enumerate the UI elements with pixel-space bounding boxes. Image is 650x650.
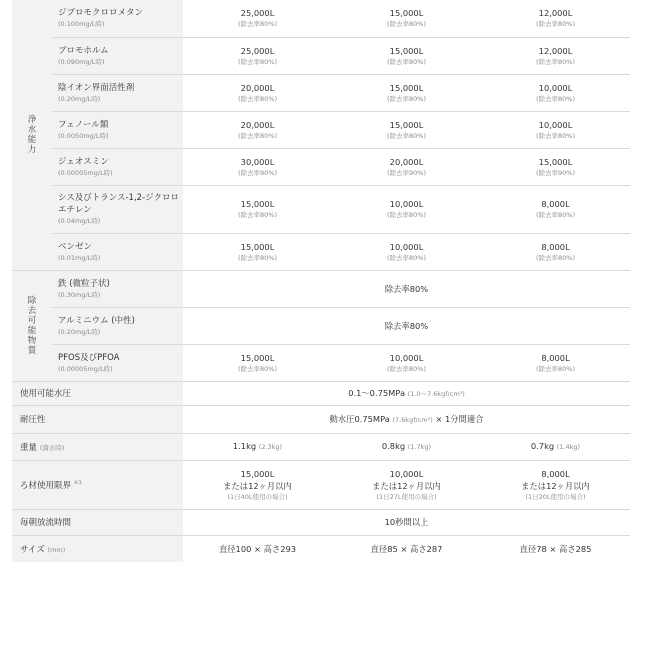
capacity-value: 10,000L bbox=[389, 199, 424, 209]
removal-rate: (除去率80%) bbox=[386, 211, 427, 219]
substance-condition: (0.04mg/L時) bbox=[58, 217, 101, 225]
group-label-char: 質 bbox=[27, 345, 37, 356]
table-row bbox=[12, 185, 630, 233]
weight-full: (1.4kg) bbox=[556, 443, 581, 451]
spec-label-text: 使用可能水圧 bbox=[20, 389, 72, 399]
spec-table bbox=[12, 0, 630, 562]
spec-label-text: 毎朝放流時間 bbox=[20, 518, 72, 528]
table-row bbox=[12, 74, 630, 111]
capacity-value: 12,000L bbox=[538, 8, 573, 19]
spec-label-note: (満水時) bbox=[39, 443, 65, 452]
weight-value bbox=[332, 440, 481, 453]
spec-row-size bbox=[12, 535, 630, 562]
spec-label-text: ろ材使用限界 bbox=[20, 480, 72, 491]
weight-cell bbox=[481, 433, 630, 460]
substance-cell bbox=[52, 74, 183, 111]
substance-name: ブロモホルム bbox=[58, 45, 109, 56]
spec-label bbox=[12, 460, 183, 509]
weight-cell bbox=[183, 433, 332, 460]
filter-limit-volume: 15,000L bbox=[240, 468, 275, 479]
group-label-text bbox=[28, 115, 37, 155]
capacity-cell bbox=[183, 37, 332, 74]
filter-limit-period: または12ヶ月以内 bbox=[223, 480, 292, 491]
spec-row-pressure_resistance bbox=[12, 405, 630, 433]
table-row bbox=[12, 111, 630, 148]
capacity-cell bbox=[481, 37, 630, 74]
removal-rate: (除去率80%) bbox=[237, 20, 278, 29]
substance-condition: (0.20mg/L時) bbox=[58, 94, 101, 103]
spec-label bbox=[12, 433, 183, 460]
capacity-cell bbox=[332, 74, 481, 111]
filter-limit-volume: 10,000L bbox=[389, 468, 424, 479]
filter-limit-cell bbox=[481, 460, 630, 509]
capacity-value: 20,000L bbox=[389, 156, 424, 167]
capacity-cell bbox=[183, 233, 332, 270]
removal-rate: (除去率80%) bbox=[237, 253, 278, 262]
group-label-char: 除 bbox=[27, 295, 37, 306]
capacity-cell bbox=[332, 233, 481, 270]
removal-rate: (除去率80%) bbox=[386, 253, 427, 262]
substance-name: フェノール類 bbox=[58, 119, 109, 130]
capacity-cell bbox=[332, 37, 481, 74]
group-label-char: 能 bbox=[27, 134, 37, 145]
weight-dry: 0.8kg bbox=[381, 441, 406, 451]
capacity-value: 25,000L bbox=[240, 8, 275, 19]
capacity-value: 15,000L bbox=[389, 82, 424, 93]
capacity-value: 15,000L bbox=[389, 45, 424, 56]
group-label-removable bbox=[12, 270, 52, 381]
pressure-range-value: 0.1〜0.75MPa bbox=[348, 387, 406, 398]
merged-rate-cell bbox=[183, 307, 630, 344]
substance-name: アルミニウム (中性) bbox=[58, 315, 135, 326]
substance-name: PFOS及びPFOA bbox=[58, 352, 120, 363]
filter-limit-period: または12ヶ月以内 bbox=[372, 480, 441, 491]
spec-label bbox=[12, 405, 183, 433]
removal-rate: (除去率80%) bbox=[386, 20, 427, 29]
capacity-cell bbox=[183, 344, 332, 381]
table-row bbox=[12, 0, 630, 37]
removal-rate: (除去率80%) bbox=[237, 131, 278, 140]
capacity-cell bbox=[481, 74, 630, 111]
capacity-value: 25,000L bbox=[240, 45, 275, 56]
spec-label-text: サイズ bbox=[20, 544, 45, 555]
spec-label bbox=[12, 381, 183, 405]
capacity-cell bbox=[183, 148, 332, 185]
size-cell bbox=[481, 535, 630, 562]
capacity-value: 8,000L bbox=[541, 199, 570, 209]
capacity-value: 8,000L bbox=[541, 352, 570, 363]
spec-row-weight bbox=[12, 433, 630, 460]
removal-rate: (除去率80%) bbox=[386, 131, 427, 140]
substance-condition: (0.0050mg/L時) bbox=[58, 131, 109, 140]
spec-value bbox=[183, 413, 630, 426]
capacity-value: 20,000L bbox=[240, 119, 275, 130]
substance-condition: (0.00005mg/L時) bbox=[58, 364, 113, 373]
spec-label bbox=[12, 509, 183, 535]
weight-value bbox=[481, 440, 630, 453]
substance-condition: (0.20mg/L時) bbox=[58, 327, 101, 336]
weight-value bbox=[183, 440, 332, 453]
group-label-char: 能 bbox=[27, 325, 37, 336]
substance-name: シス及びトランス-1,2-ジクロロエチレン bbox=[58, 193, 179, 215]
removal-rate: (除去率80%) bbox=[535, 211, 576, 219]
capacity-value: 8,000L bbox=[541, 241, 570, 252]
pressure-resistance-note: (7.6kgf/cm²) bbox=[392, 415, 433, 424]
spec-row-pressure_range bbox=[12, 381, 630, 405]
capacity-cell bbox=[183, 185, 332, 233]
capacity-cell bbox=[481, 185, 630, 233]
filter-limit-note: (1日20L使用の場合) bbox=[525, 492, 586, 501]
weight-full: (1.7kg) bbox=[407, 443, 432, 451]
substance-name: 陰イオン界面活性剤 bbox=[58, 82, 135, 93]
filter-limit-volume: 8,000L bbox=[541, 468, 570, 479]
table-row bbox=[12, 233, 630, 270]
size-value: 直径78 × 高さ285 bbox=[519, 543, 592, 554]
filter-limit-cell bbox=[332, 460, 481, 509]
filter-limit-note: (1日40L使用の場合) bbox=[227, 492, 288, 501]
capacity-cell bbox=[481, 344, 630, 381]
removal-rate: (除去率80%) bbox=[237, 57, 278, 66]
capacity-cell bbox=[332, 344, 481, 381]
substance-name: ジェオスミン bbox=[58, 156, 109, 167]
merged-rate-cell bbox=[183, 270, 630, 307]
capacity-cell bbox=[481, 233, 630, 270]
removal-rate: (除去率80%) bbox=[535, 253, 576, 262]
capacity-cell bbox=[183, 74, 332, 111]
substance-condition: (0.30mg/L時) bbox=[58, 290, 101, 299]
substance-condition: (0.090mg/L時) bbox=[58, 57, 105, 66]
spec-value bbox=[183, 387, 630, 400]
substance-cell bbox=[52, 270, 183, 307]
spec-label-note: (mm) bbox=[47, 545, 66, 554]
removal-rate: (除去率80%) bbox=[386, 94, 427, 103]
capacity-value: 10,000L bbox=[538, 82, 573, 93]
capacity-cell bbox=[332, 148, 481, 185]
substance-cell bbox=[52, 307, 183, 344]
weight-dry: 0.7kg bbox=[530, 441, 555, 451]
removal-rate: (除去率80%) bbox=[237, 94, 278, 103]
group-label-char: 水 bbox=[27, 124, 37, 135]
capacity-cell bbox=[481, 148, 630, 185]
merged-rate: 除去率80% bbox=[384, 283, 429, 294]
table-row bbox=[12, 37, 630, 74]
table-row bbox=[12, 270, 630, 307]
pressure-range-note: (1.0〜7.6kgf/cm²) bbox=[407, 389, 465, 398]
table-row bbox=[12, 148, 630, 185]
capacity-value: 30,000L bbox=[240, 156, 275, 167]
removal-rate: (除去率90%) bbox=[386, 168, 427, 177]
removal-rate: (除去率80%) bbox=[535, 364, 576, 373]
table-row bbox=[12, 307, 630, 344]
group-label-text bbox=[28, 296, 37, 356]
weight-full: (2.3kg) bbox=[258, 443, 283, 451]
flush-time: 10秒間以上 bbox=[384, 517, 429, 527]
group-label-char: 可 bbox=[27, 315, 37, 326]
weight-cell bbox=[332, 433, 481, 460]
capacity-cell bbox=[332, 111, 481, 148]
merged-rate: 除去率80% bbox=[384, 320, 429, 331]
filter-limit-period: または12ヶ月以内 bbox=[521, 480, 590, 491]
capacity-value: 15,000L bbox=[538, 156, 573, 167]
removal-rate: (除去率90%) bbox=[237, 168, 278, 177]
capacity-cell bbox=[481, 0, 630, 37]
substance-cell bbox=[52, 111, 183, 148]
removal-rate: (除去率80%) bbox=[535, 131, 576, 140]
spec-value-cell bbox=[183, 381, 630, 405]
capacity-value: 10,000L bbox=[538, 119, 573, 130]
size-cell bbox=[332, 535, 481, 562]
spec-row-filter_limit bbox=[12, 460, 630, 509]
capacity-cell bbox=[332, 0, 481, 37]
spec-row-flush bbox=[12, 509, 630, 535]
capacity-value: 15,000L bbox=[240, 352, 275, 363]
removal-rate: (除去率80%) bbox=[535, 20, 576, 29]
substance-condition: (0.01mg/L時) bbox=[58, 253, 101, 262]
substance-condition: (0.00005mg/L時) bbox=[58, 168, 113, 177]
spec-label-text: 重量 bbox=[20, 442, 38, 453]
spec-table-body bbox=[12, 0, 630, 562]
group-label-purification bbox=[12, 0, 52, 270]
spec-label-text: 耐圧性 bbox=[20, 415, 46, 425]
spec-value-cell bbox=[183, 405, 630, 433]
capacity-value: 12,000L bbox=[538, 45, 573, 56]
capacity-cell bbox=[183, 0, 332, 37]
size-cell bbox=[183, 535, 332, 562]
size-value: 直径100 × 高さ293 bbox=[218, 543, 297, 554]
removal-rate: (除去率80%) bbox=[386, 57, 427, 66]
substance-cell bbox=[52, 344, 183, 381]
pressure-resistance-duration: × 1分間適合 bbox=[435, 413, 484, 424]
pressure-resistance-value: 動水圧0.75MPa bbox=[329, 413, 390, 424]
substance-name: ベンゼン bbox=[58, 241, 93, 252]
capacity-value: 15,000L bbox=[240, 199, 275, 209]
substance-cell bbox=[52, 37, 183, 74]
substance-name: 鉄 (微粒子状) bbox=[58, 278, 110, 289]
weight-dry: 1.1kg bbox=[232, 441, 257, 451]
capacity-cell bbox=[183, 111, 332, 148]
spec-label bbox=[12, 535, 183, 562]
group-label-char: 力 bbox=[27, 144, 37, 155]
substance-cell bbox=[52, 233, 183, 270]
capacity-value: 10,000L bbox=[389, 352, 424, 363]
group-label-char: 浄 bbox=[27, 114, 37, 125]
filter-limit-cell bbox=[183, 460, 332, 509]
capacity-value: 20,000L bbox=[240, 82, 275, 93]
substance-cell bbox=[52, 148, 183, 185]
removal-rate: (除去率80%) bbox=[386, 364, 427, 373]
capacity-value: 15,000L bbox=[240, 241, 275, 252]
capacity-value: 10,000L bbox=[389, 241, 424, 252]
capacity-value: 15,000L bbox=[389, 8, 424, 19]
substance-cell bbox=[52, 0, 183, 37]
filter-limit-note: (1日27L使用の場合) bbox=[376, 492, 437, 501]
spec-value-cell bbox=[183, 509, 630, 535]
substance-name: ジブロモクロロメタン bbox=[58, 8, 144, 19]
removal-rate: (除去率80%) bbox=[535, 94, 576, 103]
group-label-char: 物 bbox=[27, 335, 37, 346]
removal-rate: (除去率80%) bbox=[535, 57, 576, 66]
substance-condition: (0.100mg/L時) bbox=[58, 20, 105, 29]
capacity-value: 15,000L bbox=[389, 119, 424, 130]
capacity-cell bbox=[332, 185, 481, 233]
size-value: 直径85 × 高さ287 bbox=[370, 543, 443, 554]
removal-rate: (除去率80%) bbox=[237, 211, 278, 219]
spec-label-note: ※1 bbox=[73, 479, 82, 486]
substance-cell bbox=[52, 185, 183, 233]
group-label-char: 去 bbox=[27, 305, 37, 316]
table-row bbox=[12, 344, 630, 381]
removal-rate: (除去率80%) bbox=[237, 364, 278, 373]
removal-rate: (除去率90%) bbox=[535, 168, 576, 177]
capacity-cell bbox=[481, 111, 630, 148]
